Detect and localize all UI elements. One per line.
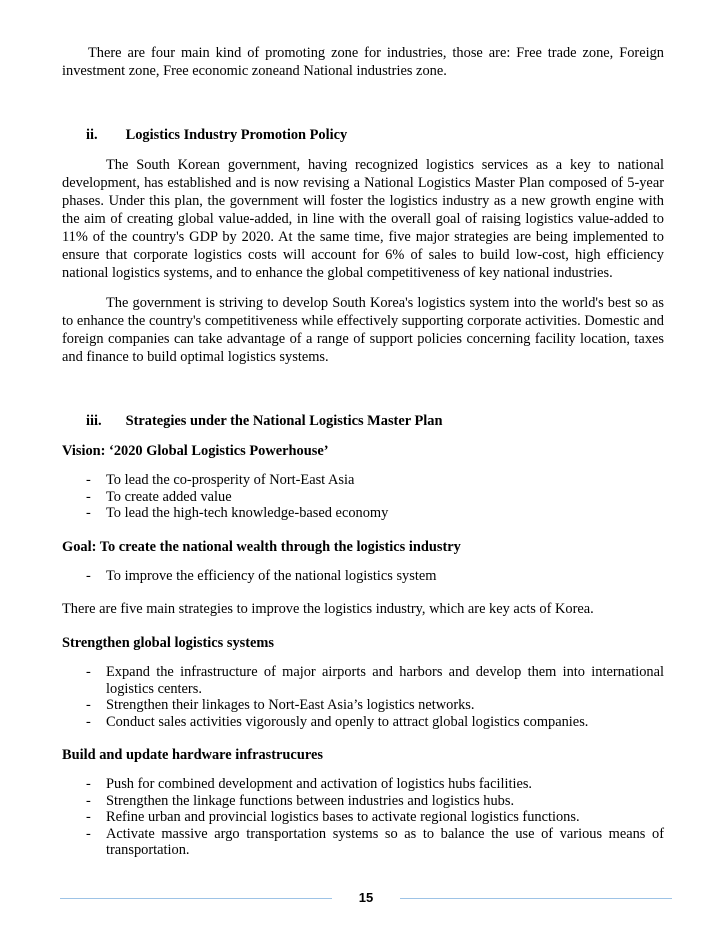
five-strategies-text: There are five main strategies to improve the logistics industry, which are key acts of Korea. [62,601,594,617]
section-ii-paragraph-1: The South Korean government, having recognized logistics services as a key to national development, has established and is now revising a National Logistics Master Plan composed of 5-year phases. Under this plan, the government will foster the logistics industry as a new growth engine with the aim of creating global value-added, in line with the overall goal of raising logistics value-added to 11% of the country's GDP by 2020. At the same time, five major strategies are being implemented to ensure that corporate logistics costs will account for 6% of sales to build low-cost, high efficiency national logistics systems, and to enhance the global competitiveness of key national industries. [62,157,664,281]
vision-list [62,472,664,522]
section-iii-title: Strategies under the National Logistics Master Plan [125,413,443,429]
list-item: - To create added value [86,488,232,505]
list-item: - Conduct sales activities vigorously and openly to attract global logistics companies. [86,713,589,730]
intro-paragraph: There are four main kind of promoting zone for industries, those are: Free trade zone, Foreign investment zone, Free economic zoneand National industries zone. [62,45,664,79]
list-item: - Activate massive argo transportation systems so as to balance the use of various means of transportation. [86,825,664,858]
goal-heading: Goal: To create the national wealth through the logistics industry [62,538,461,555]
vision-heading: Vision: ‘2020 Global Logistics Powerhouse’ [62,443,329,459]
list-item: - Expand the infrastructure of major airports and harbors and develop them into international logistics centers. [86,664,664,697]
list-item: - Strengthen the linkage functions between industries and logistics hubs. [86,792,515,809]
list-item: - Refine urban and provincial logistics bases to activate regional logistics functions. [86,809,580,825]
section-iii-heading [62,412,664,430]
list-item: - To improve the efficiency of the national logistics system [86,567,437,584]
goal-list [62,568,664,585]
list-item: - Strengthen their linkages to Nort-East Asia’s logistics networks. [86,697,475,713]
section-ii-heading [62,126,664,144]
strategy-1-list [62,664,664,730]
section-ii-number: ii. [86,127,98,143]
list-item: - To lead the high-tech knowledge-based economy [86,505,389,521]
document-page [62,44,664,859]
section-iii-number: iii. [86,413,102,429]
page-footer [60,890,672,914]
list-item: - Push for combined development and activation of logistics hubs facilities. [86,776,533,792]
strategy-2-list [62,776,664,859]
strategy-2-heading: Build and update hardware infrastrucures [62,747,323,763]
section-ii-title: Logistics Industry Promotion Policy [125,127,348,143]
list-item: - To lead the co-prosperity of Nort-East Asia [86,472,355,488]
page-number: 15 [358,890,374,905]
strategy-1-heading: Strengthen global logistics systems [62,635,275,651]
section-ii-paragraph-2: The government is striving to develop South Korea's logistics system into the world's best so as to enhance the country's competitiveness while effectively supporting corporate activities. Domestic and foreign companies can take advantage of a range of support policies concerning facility location, taxes and finance to build optimal logistics systems. [62,295,664,365]
footer-rule-right [400,898,672,899]
